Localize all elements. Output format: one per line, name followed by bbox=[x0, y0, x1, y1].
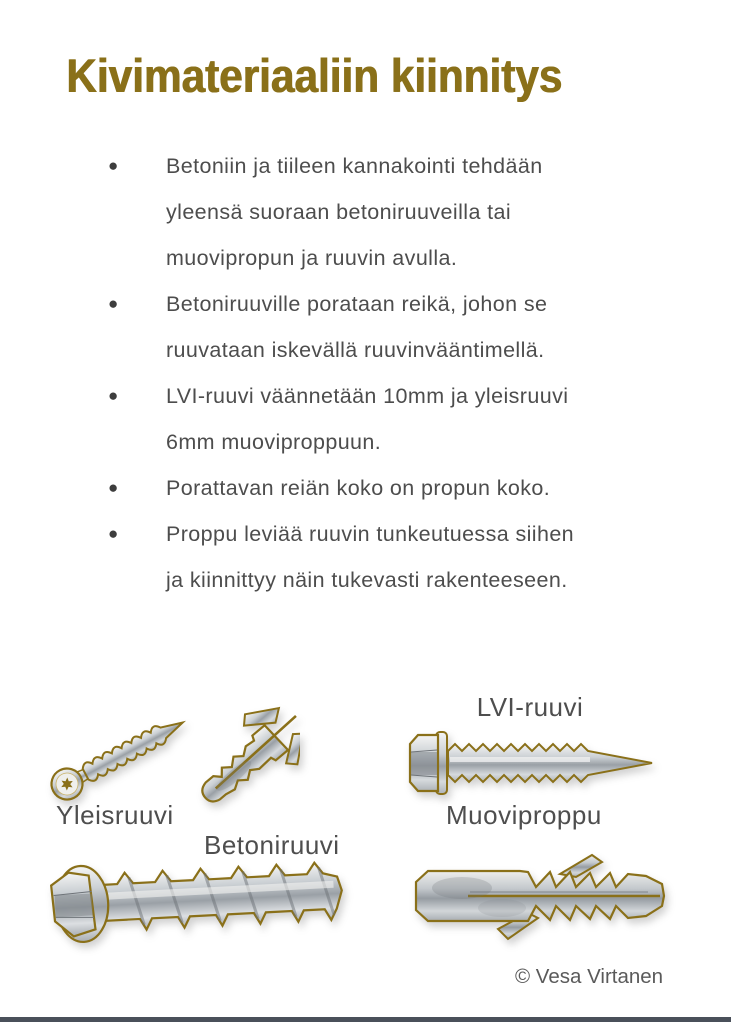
copyright-text: © Vesa Virtanen bbox=[515, 965, 664, 988]
footer-bar bbox=[0, 1017, 731, 1022]
bullet-list bbox=[104, 143, 644, 603]
bullet-text-line: yleensä suoraan betoniruuveilla tai bbox=[166, 200, 512, 224]
yleisruuvi-image bbox=[40, 700, 300, 810]
bullet-text-line: 6mm muoviproppuun. bbox=[166, 430, 382, 454]
muoviproppu-label: Muoviproppu bbox=[446, 800, 602, 830]
bullet-item bbox=[104, 511, 644, 603]
bullet-text-line: ● Betoniruuville porataan reikä, johon se bbox=[166, 292, 548, 316]
lvi-ruuvi-label: LVI-ruuvi bbox=[476, 692, 584, 722]
yleisruuvi-label: Yleisruuvi bbox=[56, 800, 174, 830]
bullet-text-line: muovipropun ja ruuvin avulla. bbox=[166, 246, 458, 270]
bullet-item bbox=[104, 281, 644, 373]
muoviproppu-image bbox=[410, 850, 675, 945]
slide-title: Kivimateriaaliin kiinnitys bbox=[66, 49, 563, 102]
bullet-text-line: ruuvataan iskevällä ruuvinvääntimellä. bbox=[166, 338, 545, 362]
betoniruuvi-label: Betoniruuvi bbox=[204, 830, 340, 860]
lvi-ruuvi-image bbox=[402, 724, 662, 802]
bullet-item bbox=[104, 465, 644, 511]
bullet-text-line: ● Betoniin ja tiileen kannakointi tehdään bbox=[166, 154, 543, 178]
bullet-text-line: ● Porattavan reiän koko on propun koko. bbox=[166, 476, 551, 500]
bullet-item bbox=[104, 143, 644, 281]
bullet-item bbox=[104, 373, 644, 465]
bullet-text-line: ja kiinnittyy näin tukevasti rakenteeseen. bbox=[166, 568, 568, 592]
bullet-text-line: ● LVI-ruuvi väännetään 10mm ja yleisruuvi bbox=[166, 384, 569, 408]
bullet-text-line: ● Proppu leviää ruuvin tunkeutuessa siihen bbox=[166, 522, 575, 546]
betoniruuvi-image bbox=[46, 850, 354, 945]
